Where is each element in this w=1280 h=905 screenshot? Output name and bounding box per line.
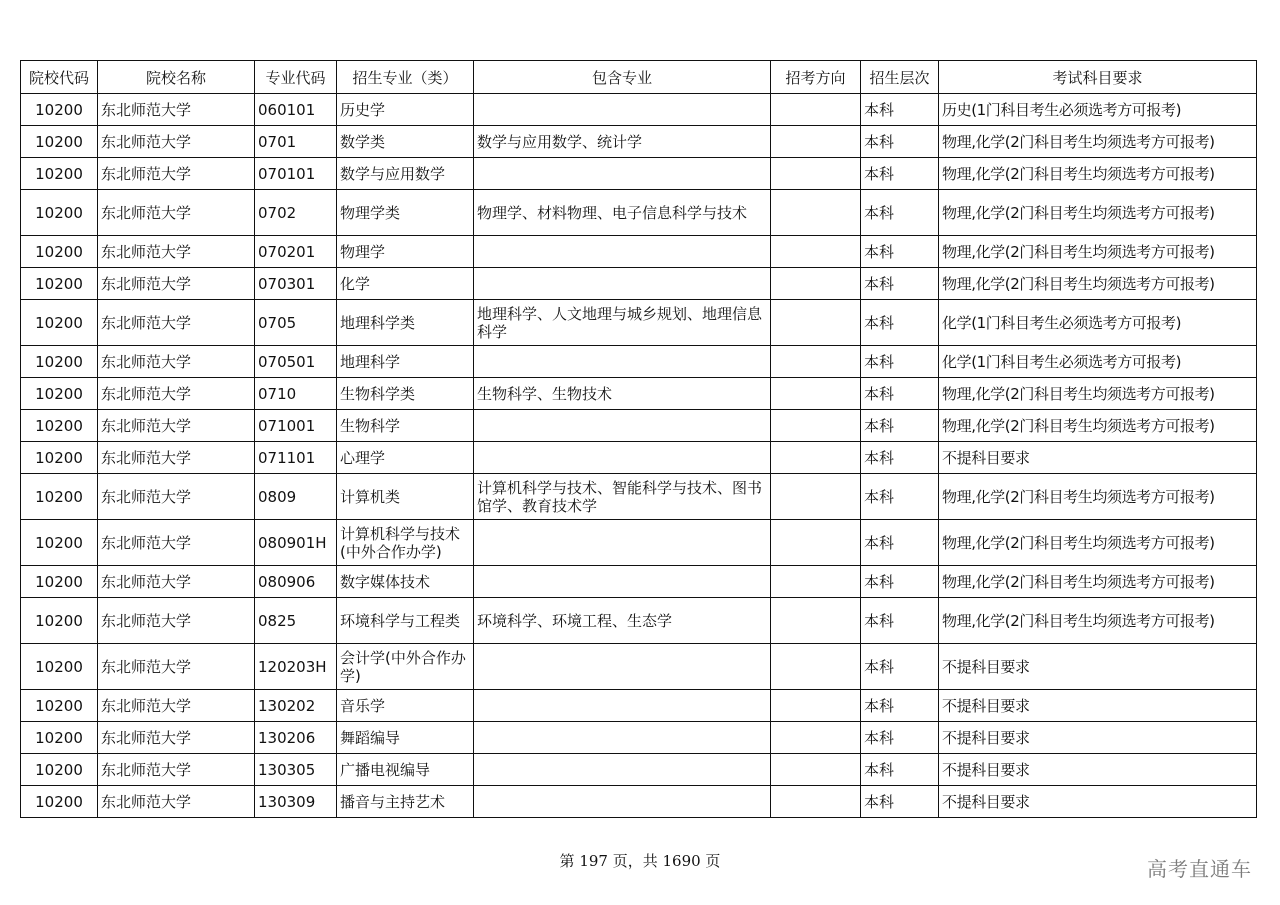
cell-school-name: 东北师范大学 [98, 378, 255, 410]
header-school-name: 院校名称 [98, 61, 255, 94]
cell-direction [771, 300, 861, 346]
cell-level: 本科 [861, 690, 939, 722]
cell-direction [771, 598, 861, 644]
cell-school-code: 10200 [21, 190, 98, 236]
cell-direction [771, 158, 861, 190]
header-requirement: 考试科目要求 [939, 61, 1257, 94]
cell-requirement: 物理,化学(2门科目考生均须选考方可报考) [939, 126, 1257, 158]
cell-school-code: 10200 [21, 690, 98, 722]
cell-level: 本科 [861, 300, 939, 346]
cell-includes [474, 644, 771, 690]
table-row [21, 598, 1257, 644]
cell-major-code: 0705 [255, 300, 337, 346]
header-major-code: 专业代码 [255, 61, 337, 94]
cell-requirement: 化学(1门科目考生必须选考方可报考) [939, 346, 1257, 378]
cell-requirement: 物理,化学(2门科目考生均须选考方可报考) [939, 566, 1257, 598]
table-row [21, 236, 1257, 268]
cell-major: 环境科学与工程类 [337, 598, 474, 644]
cell-direction [771, 94, 861, 126]
table-row [21, 190, 1257, 236]
cell-school-name: 东北师范大学 [98, 346, 255, 378]
cell-school-code: 10200 [21, 644, 98, 690]
cell-school-code: 10200 [21, 268, 98, 300]
cell-includes [474, 722, 771, 754]
cell-school-name: 东北师范大学 [98, 474, 255, 520]
table-row [21, 786, 1257, 818]
cell-requirement: 不提科目要求 [939, 722, 1257, 754]
cell-includes [474, 442, 771, 474]
cell-level: 本科 [861, 378, 939, 410]
cell-includes [474, 754, 771, 786]
cell-level: 本科 [861, 520, 939, 566]
cell-school-name: 东北师范大学 [98, 598, 255, 644]
cell-major-code: 0710 [255, 378, 337, 410]
cell-school-name: 东北师范大学 [98, 158, 255, 190]
cell-level: 本科 [861, 644, 939, 690]
cell-major: 音乐学 [337, 690, 474, 722]
cell-level: 本科 [861, 158, 939, 190]
cell-major: 播音与主持艺术 [337, 786, 474, 818]
cell-major-code: 130309 [255, 786, 337, 818]
cell-major-code: 071101 [255, 442, 337, 474]
cell-level: 本科 [861, 346, 939, 378]
cell-requirement: 物理,化学(2门科目考生均须选考方可报考) [939, 474, 1257, 520]
cell-school-name: 东北师范大学 [98, 520, 255, 566]
cell-direction [771, 268, 861, 300]
cell-major-code: 0825 [255, 598, 337, 644]
table-row [21, 690, 1257, 722]
cell-includes [474, 690, 771, 722]
cell-school-code: 10200 [21, 598, 98, 644]
cell-direction [771, 442, 861, 474]
cell-requirement: 物理,化学(2门科目考生均须选考方可报考) [939, 190, 1257, 236]
cell-level: 本科 [861, 190, 939, 236]
cell-requirement: 不提科目要求 [939, 442, 1257, 474]
table-row [21, 126, 1257, 158]
cell-direction [771, 190, 861, 236]
cell-school-code: 10200 [21, 346, 98, 378]
cell-direction [771, 236, 861, 268]
cell-major: 化学 [337, 268, 474, 300]
cell-major-code: 0809 [255, 474, 337, 520]
cell-major-code: 070501 [255, 346, 337, 378]
cell-major: 生物科学类 [337, 378, 474, 410]
table-row [21, 722, 1257, 754]
cell-major: 数学与应用数学 [337, 158, 474, 190]
cell-school-code: 10200 [21, 566, 98, 598]
cell-includes [474, 346, 771, 378]
cell-school-name: 东北师范大学 [98, 690, 255, 722]
cell-major: 会计学(中外合作办学) [337, 644, 474, 690]
cell-school-name: 东北师范大学 [98, 190, 255, 236]
cell-includes [474, 236, 771, 268]
cell-direction [771, 126, 861, 158]
cell-requirement: 物理,化学(2门科目考生均须选考方可报考) [939, 520, 1257, 566]
cell-major: 历史学 [337, 94, 474, 126]
cell-school-code: 10200 [21, 474, 98, 520]
cell-level: 本科 [861, 566, 939, 598]
cell-includes [474, 410, 771, 442]
cell-direction [771, 378, 861, 410]
table-row [21, 346, 1257, 378]
cell-school-name: 东北师范大学 [98, 126, 255, 158]
cell-direction [771, 474, 861, 520]
cell-major-code: 070101 [255, 158, 337, 190]
page-number: 第 197 页，共 1690 页 [559, 852, 721, 870]
cell-direction [771, 644, 861, 690]
cell-school-name: 东北师范大学 [98, 268, 255, 300]
cell-direction [771, 690, 861, 722]
cell-school-name: 东北师范大学 [98, 566, 255, 598]
cell-major: 心理学 [337, 442, 474, 474]
cell-school-code: 10200 [21, 722, 98, 754]
cell-major: 广播电视编导 [337, 754, 474, 786]
cell-requirement: 物理,化学(2门科目考生均须选考方可报考) [939, 410, 1257, 442]
cell-level: 本科 [861, 126, 939, 158]
cell-school-code: 10200 [21, 126, 98, 158]
cell-includes [474, 268, 771, 300]
cell-major-code: 071001 [255, 410, 337, 442]
header-includes: 包含专业 [474, 61, 771, 94]
cell-school-name: 东北师范大学 [98, 442, 255, 474]
cell-direction [771, 566, 861, 598]
cell-includes: 地理科学、人文地理与城乡规划、地理信息科学 [474, 300, 771, 346]
cell-major: 地理科学 [337, 346, 474, 378]
cell-includes: 物理学、材料物理、电子信息科学与技术 [474, 190, 771, 236]
cell-requirement: 化学(1门科目考生必须选考方可报考) [939, 300, 1257, 346]
cell-requirement: 物理,化学(2门科目考生均须选考方可报考) [939, 268, 1257, 300]
cell-major: 地理科学类 [337, 300, 474, 346]
cell-requirement: 物理,化学(2门科目考生均须选考方可报考) [939, 158, 1257, 190]
cell-school-name: 东北师范大学 [98, 786, 255, 818]
cell-school-code: 10200 [21, 94, 98, 126]
cell-major-code: 0702 [255, 190, 337, 236]
cell-school-code: 10200 [21, 236, 98, 268]
cell-school-code: 10200 [21, 300, 98, 346]
cell-school-code: 10200 [21, 410, 98, 442]
cell-school-code: 10200 [21, 520, 98, 566]
cell-school-code: 10200 [21, 754, 98, 786]
table-row [21, 520, 1257, 566]
cell-major: 物理学类 [337, 190, 474, 236]
table-row [21, 378, 1257, 410]
cell-major-code: 130202 [255, 690, 337, 722]
cell-requirement: 物理,化学(2门科目考生均须选考方可报考) [939, 598, 1257, 644]
table-row [21, 442, 1257, 474]
cell-includes: 数学与应用数学、统计学 [474, 126, 771, 158]
cell-direction [771, 754, 861, 786]
table-row [21, 644, 1257, 690]
cell-major-code: 080906 [255, 566, 337, 598]
cell-direction [771, 410, 861, 442]
header-school-code: 院校代码 [21, 61, 98, 94]
header-direction: 招考方向 [771, 61, 861, 94]
cell-level: 本科 [861, 598, 939, 644]
cell-school-code: 10200 [21, 158, 98, 190]
cell-major: 生物科学 [337, 410, 474, 442]
cell-school-code: 10200 [21, 442, 98, 474]
cell-includes: 环境科学、环境工程、生态学 [474, 598, 771, 644]
cell-level: 本科 [861, 94, 939, 126]
cell-school-name: 东北师范大学 [98, 94, 255, 126]
cell-major: 数字媒体技术 [337, 566, 474, 598]
table-row [21, 300, 1257, 346]
table-row [21, 268, 1257, 300]
cell-major-code: 130206 [255, 722, 337, 754]
cell-school-name: 东北师范大学 [98, 722, 255, 754]
cell-major: 物理学 [337, 236, 474, 268]
cell-major: 计算机科学与技术(中外合作办学) [337, 520, 474, 566]
cell-requirement: 不提科目要求 [939, 644, 1257, 690]
cell-major-code: 060101 [255, 94, 337, 126]
cell-major: 舞蹈编导 [337, 722, 474, 754]
cell-school-name: 东北师范大学 [98, 754, 255, 786]
cell-level: 本科 [861, 410, 939, 442]
cell-level: 本科 [861, 786, 939, 818]
cell-direction [771, 722, 861, 754]
cell-level: 本科 [861, 268, 939, 300]
cell-level: 本科 [861, 754, 939, 786]
table-row [21, 474, 1257, 520]
cell-includes [474, 566, 771, 598]
cell-major-code: 070301 [255, 268, 337, 300]
header-level: 招生层次 [861, 61, 939, 94]
header-major: 招生专业（类） [337, 61, 474, 94]
table-row [21, 158, 1257, 190]
table-row [21, 566, 1257, 598]
cell-major-code: 120203H [255, 644, 337, 690]
cell-major-code: 0701 [255, 126, 337, 158]
table-row [21, 410, 1257, 442]
cell-requirement: 物理,化学(2门科目考生均须选考方可报考) [939, 378, 1257, 410]
cell-includes: 生物科学、生物技术 [474, 378, 771, 410]
cell-direction [771, 520, 861, 566]
cell-includes [474, 520, 771, 566]
cell-school-name: 东北师范大学 [98, 644, 255, 690]
cell-level: 本科 [861, 722, 939, 754]
table-row [21, 754, 1257, 786]
cell-requirement: 不提科目要求 [939, 786, 1257, 818]
cell-includes [474, 786, 771, 818]
cell-major-code: 130305 [255, 754, 337, 786]
cell-school-name: 东北师范大学 [98, 410, 255, 442]
cell-requirement: 不提科目要求 [939, 690, 1257, 722]
cell-major-code: 080901H [255, 520, 337, 566]
cell-requirement: 物理,化学(2门科目考生均须选考方可报考) [939, 236, 1257, 268]
cell-major: 计算机类 [337, 474, 474, 520]
cell-requirement: 不提科目要求 [939, 754, 1257, 786]
table-row [21, 94, 1257, 126]
cell-requirement: 历史(1门科目考生必须选考方可报考) [939, 94, 1257, 126]
cell-includes: 计算机科学与技术、智能科学与技术、图书馆学、教育技术学 [474, 474, 771, 520]
cell-includes [474, 158, 771, 190]
cell-school-name: 东北师范大学 [98, 236, 255, 268]
cell-includes [474, 94, 771, 126]
cell-major: 数学类 [337, 126, 474, 158]
cell-school-code: 10200 [21, 378, 98, 410]
cell-level: 本科 [861, 442, 939, 474]
cell-direction [771, 346, 861, 378]
cell-school-name: 东北师范大学 [98, 300, 255, 346]
cell-level: 本科 [861, 474, 939, 520]
cell-direction [771, 786, 861, 818]
cell-major-code: 070201 [255, 236, 337, 268]
admission-table [20, 60, 1257, 818]
watermark: 高考直通车 [1147, 857, 1252, 881]
table-header-row [21, 61, 1257, 94]
cell-level: 本科 [861, 236, 939, 268]
cell-school-code: 10200 [21, 786, 98, 818]
